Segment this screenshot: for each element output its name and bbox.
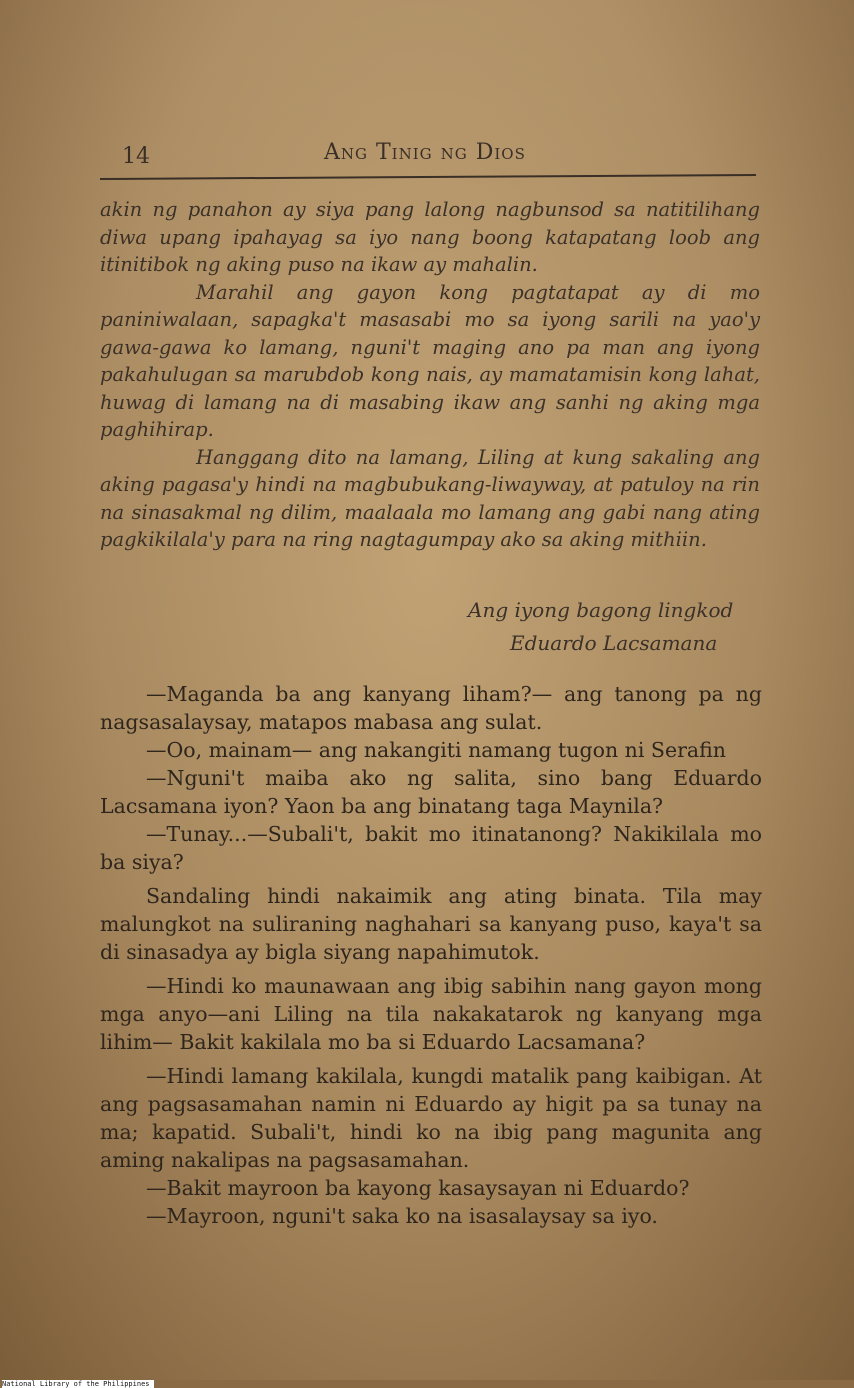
narrative-paragraph: —Tunay...—Subali't, bakit mo itinatanong? Nakikilala mo ba siya? [100, 822, 762, 874]
narrative-paragraph: —Maganda ba ang kanyang liham?— ang tanong pa ng nagsasalaysay, matapos mabasa ang sulat. [100, 682, 762, 734]
narrative-paragraph: —Bakit mayroon ba kayong kasaysayan ni Eduardo? [146, 1176, 690, 1200]
header-rule [100, 174, 756, 180]
letter-closing: Ang iyong bagong lingkod [468, 598, 734, 622]
narrative-body [100, 680, 762, 1230]
narrative-paragraph: —Nguni't maiba ako ng salita, sino bang Eduardo Lacsamana iyon? Yaon ba ang binatang taga Maynila? [100, 766, 762, 818]
letter-signer: Eduardo Lacsamana [510, 631, 718, 655]
narrative-paragraph: Sandaling hindi nakaimik ang ating binata. Tila may malungkot na suliraning naghahari sa kanyang puso, kaya't sa di sinasadya ay bigla siyang napahimutok. [100, 884, 762, 964]
narrative-paragraph: —Hindi lamang kakilala, kungdi matalik pang kaibigan. At ang pagsasamahan namin ni Eduardo ay higit pa sa tunay na ma; kapatid. Subali't, hindi ko na ibig pang magunita ang aming nakalipas na pagsasamahan. [100, 1064, 762, 1172]
letter-paragraph: akin ng panahon ay siya pang lalong nagbunsod sa natitilihang diwa upang ipahayag sa iyo nang boong katapatang loob ang itinitibok ng aking puso na ikaw ay mahalin. [100, 198, 760, 276]
letter-paragraph: Hanggang dito na lamang, Liling at kung sakaling ang aking pagasa'y hindi na magbubukang-liwayway, at patuloy na rin na sinasakmal ng dilim, maalaala mo lamang ang gabi nang ating pagkikilala'y para na ring nagtagumpay ako sa aking mithiin. [100, 445, 760, 551]
page-number: 14 [122, 144, 150, 169]
narrative-paragraph: —Mayroon, nguni't saka ko na isasalaysay sa iyo. [146, 1204, 658, 1228]
library-credit: National Library of the Philippines [2, 1380, 154, 1388]
letter-paragraph: Marahil ang gayon kong pagtatapat ay di mo paniniwalaan, sapagka't masasabi mo sa iyong sarili na yao'y gawa-gawa ko lamang, nguni't maging ano pa man ang iyong pakahulugan sa marubdob kong nais, ay mamatamisin kong lahat, huwag di lamang na di masabing ikaw ang sanhi ng aking mga paghihirap. [100, 280, 760, 441]
letter-signature [468, 594, 768, 660]
running-head [100, 138, 756, 172]
narrative-paragraph: —Oo, mainam— ang nakangiti namang tugon ni Serafin [146, 738, 727, 762]
letter-body [100, 196, 760, 554]
narrative-paragraph: —Hindi ko maunawaan ang ibig sabihin nang gayon mong mga anyo—ani Liling na tila nakakatarok ng kanyang mga lihim— Bakit kakilala mo ba si Eduardo Lacsamana? [100, 974, 762, 1054]
running-title: Ang Tinig ng Dios [324, 140, 526, 165]
